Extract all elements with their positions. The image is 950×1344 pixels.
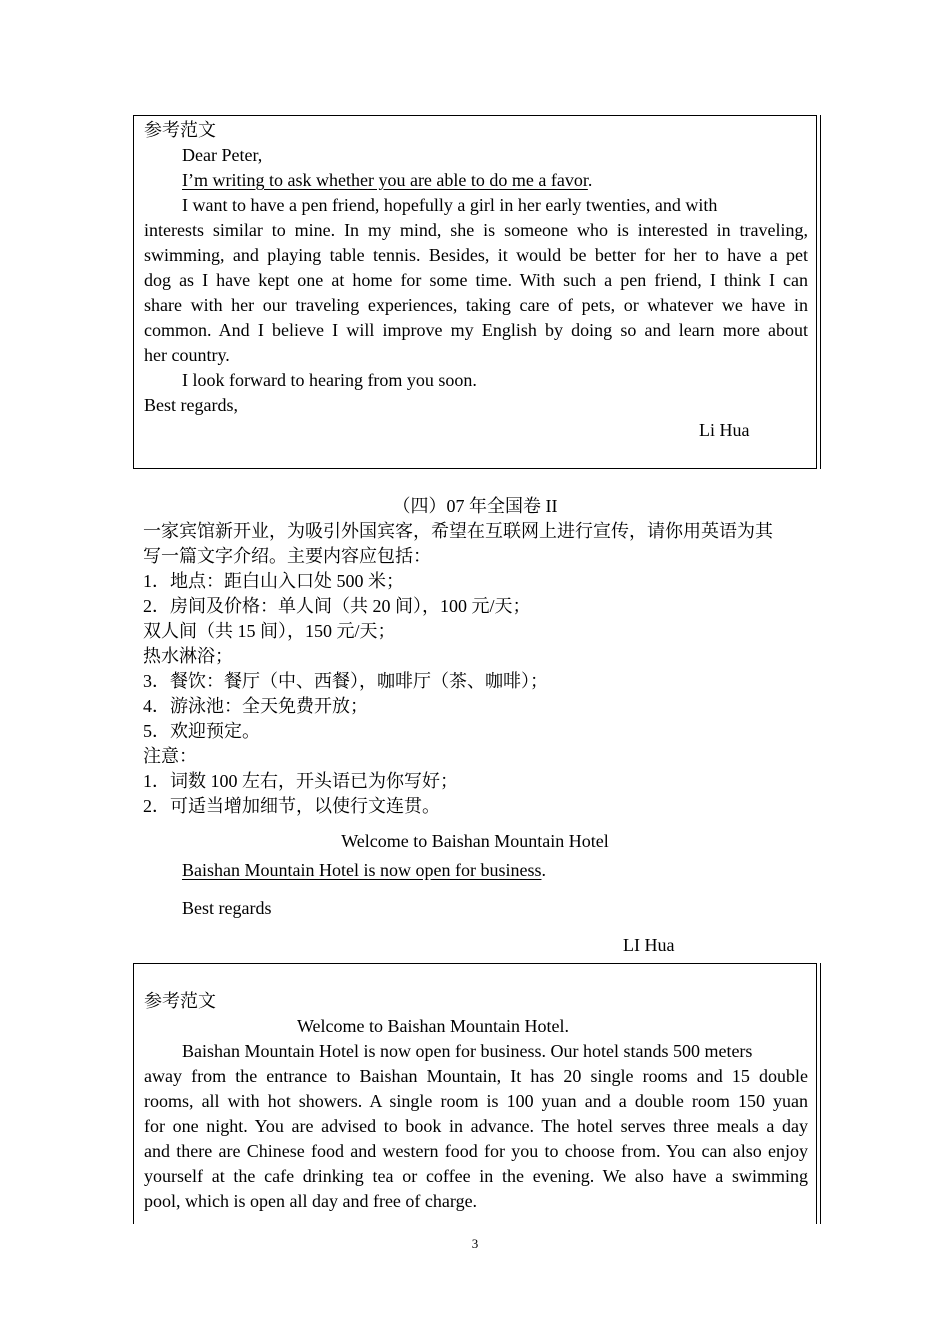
- instruction-line: 2．可适当增加细节，以使行文连贯。: [143, 796, 440, 816]
- body-line: rooms, all with hot showers. A single room is 100 yuan and a double room 150 yuan: [144, 1091, 808, 1111]
- instruction-line: 2．房间及价格：单人间（共 20 间），100 元/天；: [143, 596, 531, 616]
- body-line: swimming, and playing table tennis. Besides, it would be better for her to have a pet: [144, 245, 808, 265]
- instruction-line: 5．欢迎预定。: [143, 721, 260, 741]
- opening-sentence-text: I’m writing to ask whether you are able to do me a favor: [182, 170, 588, 190]
- instruction-line: 1．词数 100 左右，开头语已为你写好；: [143, 771, 458, 791]
- opening-period: .: [587, 170, 593, 190]
- instruction-line: 4．游泳池：全天免费开放；: [143, 696, 368, 716]
- instruction-line: 双人间（共 15 间），150 元/天；: [143, 621, 396, 641]
- instruction-line: 写一篇文字介绍。主要内容应包括：: [143, 546, 431, 566]
- sample-essay-box-1: [133, 115, 817, 469]
- body-line: interests similar to mine. In my mind, she is someone who is interested in traveling,: [144, 220, 808, 240]
- instruction-line: 1．地点：距白山入口处 500 米；: [143, 571, 404, 591]
- instruction-line: 热水淋浴；: [143, 646, 233, 666]
- body-line: pool, which is open all day and free of charge.: [144, 1191, 478, 1211]
- body-line: common. And I believe I will improve my English by doing so and learn more about: [144, 320, 808, 340]
- body-line: her country.: [144, 345, 230, 365]
- instruction-line: 一家宾馆新开业，为吸引外国宾客，希望在互联网上进行宣传，请你用英语为其: [143, 521, 773, 541]
- opening-sentence: [182, 168, 808, 193]
- regards: Best regards,: [144, 395, 238, 415]
- body-line: dog as I have kept one at home for some time. With such a pen friend, I think I can: [144, 270, 808, 290]
- essay-opening: [182, 858, 546, 883]
- sample-essay-box-2: [133, 963, 817, 1224]
- closing-line: I look forward to hearing from you soon.: [182, 370, 477, 390]
- task-title: （四）07 年全国卷 II: [392, 496, 558, 516]
- essay-opening-period: .: [541, 860, 546, 880]
- body-line: for one night. You are advised to book in advance. The hotel serves three meals a day: [144, 1116, 808, 1136]
- reference-heading: 参考范文: [144, 991, 216, 1011]
- body-line: share with her our traveling experiences, taking care of pets, or whatever we have in: [144, 295, 808, 315]
- body-line: and there are Chinese food and western food for you to choose from. You can also enjoy: [144, 1141, 808, 1161]
- signature: Li Hua: [699, 420, 750, 440]
- body-line: away from the entrance to Baishan Mountain, It has 20 single rooms and 15 double: [144, 1066, 808, 1086]
- essay-title: Welcome to Baishan Mountain Hotel: [341, 831, 609, 851]
- salutation: Dear Peter,: [182, 145, 263, 165]
- essay-opening-text: Baishan Mountain Hotel is now open for business: [182, 860, 542, 880]
- page-number: 3: [471, 1236, 479, 1251]
- reference-heading: 参考范文: [144, 120, 216, 140]
- instruction-line: 3．餐饮：餐厅（中、西餐），咖啡厅（茶、咖啡）；: [143, 671, 548, 691]
- instruction-line: 注意：: [143, 746, 197, 766]
- body-line: I want to have a pen friend, hopefully a girl in her early twenties, and with: [182, 195, 718, 215]
- sample-title: Welcome to Baishan Mountain Hotel.: [297, 1016, 569, 1036]
- body-line: Baishan Mountain Hotel is now open for business. Our hotel stands 500 meters: [182, 1041, 753, 1061]
- essay-regards: Best regards: [182, 898, 272, 918]
- essay-signature: LI Hua: [623, 935, 675, 955]
- body-line: yourself at the cafe drinking tea or coffee in the evening. We also have a swimming: [144, 1166, 808, 1186]
